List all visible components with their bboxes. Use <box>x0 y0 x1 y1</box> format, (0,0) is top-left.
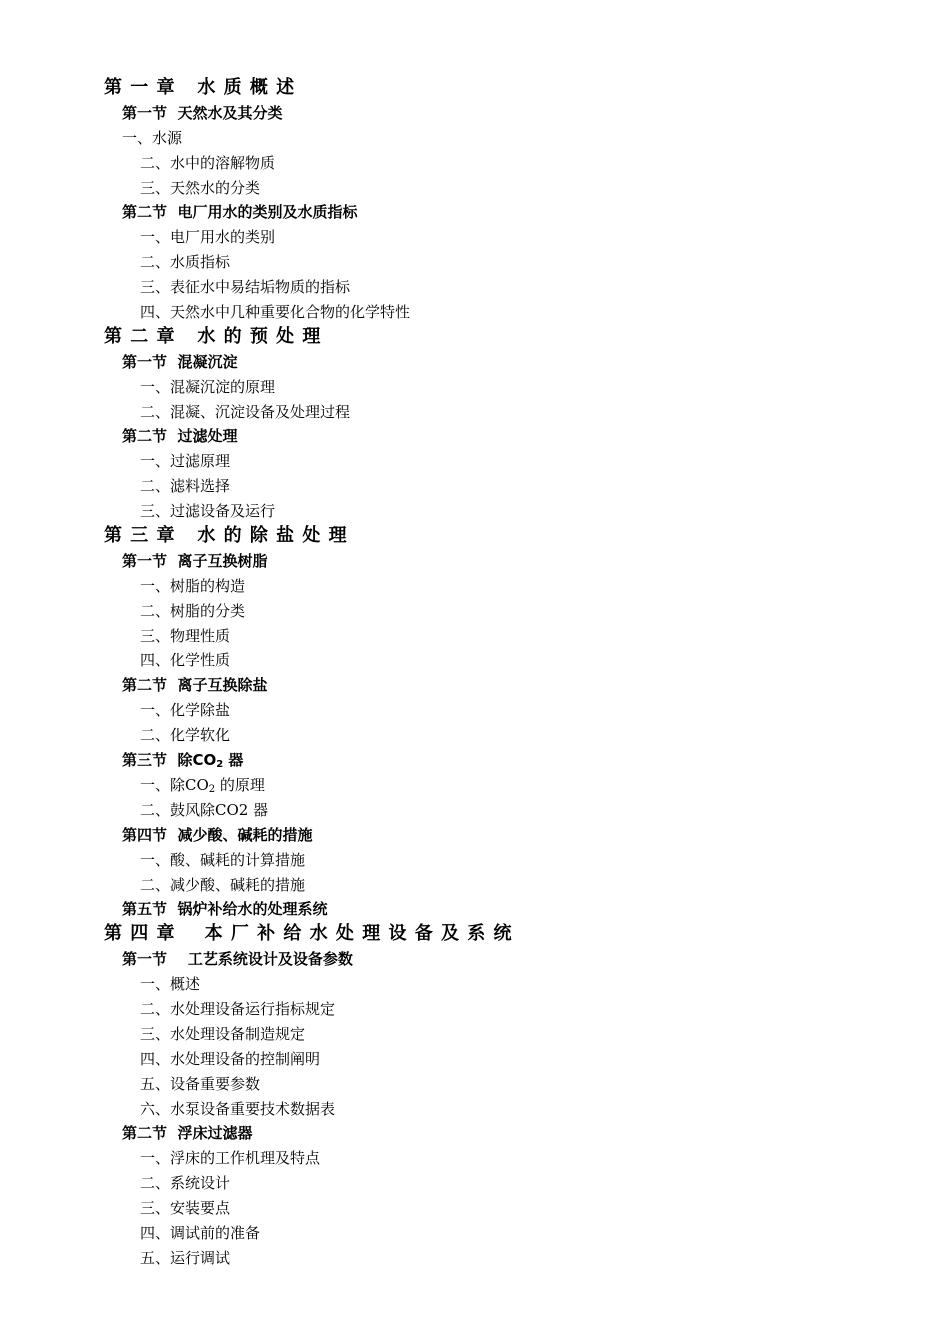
list-item: 三、天然水的分类 <box>140 178 261 197</box>
section-3-3-heading <box>104 748 924 773</box>
list-item: 二、水中的溶解物质 <box>140 153 276 172</box>
list-item: 三、安装要点 <box>140 1199 231 1218</box>
chapter-4-heading: 第 四 章 本 厂 补 给 水 处 理 设 备 及 系 统 <box>104 923 513 945</box>
section-3-3-title-suffix: 器 <box>223 751 244 770</box>
list-item: 二、化学软化 <box>140 726 231 745</box>
section-3-3-title-text: 第三节 除CO <box>122 751 217 770</box>
list-item: 四、水处理设备的控制阐明 <box>140 1049 321 1068</box>
chapter-2-heading: 第 二 章 水 的 预 处 理 <box>104 325 322 347</box>
list-item: 三、物理性质 <box>140 626 231 645</box>
list-item: 一、过滤原理 <box>140 452 231 471</box>
chapter-1-heading: 第 一 章 水 质 概 述 <box>104 77 296 98</box>
list-item: 四、化学性质 <box>140 651 231 670</box>
list-item: 三、过滤设备及运行 <box>140 502 276 521</box>
list-item: 二、减少酸、碱耗的措施 <box>140 875 306 894</box>
list-item: 一、浮床的工作机理及特点 <box>140 1149 321 1168</box>
list-item: 一、电厂用水的类别 <box>140 228 276 247</box>
section-4-1-heading: 第一节 工艺系统设计及设备参数 <box>122 950 353 969</box>
section-1-1-heading: 第一节 天然水及其分类 <box>122 103 283 122</box>
list-item <box>104 773 924 798</box>
list-item-suffix: 的原理 <box>215 775 265 794</box>
subscript: 2 <box>208 783 216 795</box>
section-2-2-heading: 第二节 过滤处理 <box>122 427 238 446</box>
section-3-2-heading: 第二节 离子互换除盐 <box>122 676 268 695</box>
list-item: 三、水处理设备制造规定 <box>140 1024 306 1043</box>
list-item: 一、酸、碱耗的计算措施 <box>140 850 306 869</box>
list-item-text: 一、除CO <box>140 775 209 794</box>
table-of-contents <box>104 76 924 1271</box>
section-4-2-heading: 第二节 浮床过滤器 <box>122 1124 253 1143</box>
list-item: 一、概述 <box>140 975 201 994</box>
list-item: 一、混凝沉淀的原理 <box>140 377 276 396</box>
list-item: 一、水源 <box>122 128 183 147</box>
list-item: 二、水质指标 <box>140 253 231 272</box>
section-3-1-heading: 第一节 离子互换树脂 <box>122 551 268 570</box>
list-item: 二、系统设计 <box>140 1174 231 1193</box>
list-item: 四、天然水中几种重要化合物的化学特性 <box>140 303 411 322</box>
list-item: 三、表征水中易结垢物质的指标 <box>140 278 351 297</box>
section-2-1-heading: 第一节 混凝沉淀 <box>122 352 238 371</box>
list-item: 一、树脂的构造 <box>140 576 246 595</box>
list-item: 五、运行调试 <box>140 1248 231 1267</box>
list-item: 五、设备重要参数 <box>140 1074 261 1093</box>
chapter-3-heading: 第 三 章 水 的 除 盐 处 理 <box>104 525 348 547</box>
list-item: 二、水处理设备运行指标规定 <box>140 999 336 1018</box>
list-item: 六、水泵设备重要技术数据表 <box>140 1099 336 1118</box>
list-item: 二、滤料选择 <box>140 477 231 496</box>
list-item: 一、化学除盐 <box>140 701 231 720</box>
section-1-2-heading: 第二节 电厂用水的类别及水质指标 <box>122 203 358 222</box>
subscript: 2 <box>216 759 224 771</box>
list-item: 二、混凝、沉淀设备及处理过程 <box>140 402 351 421</box>
list-item: 二、树脂的分类 <box>140 601 246 620</box>
section-3-4-heading: 第四节 减少酸、碱耗的措施 <box>122 825 313 844</box>
list-item: 四、调试前的准备 <box>140 1223 261 1242</box>
list-item: 二、鼓风除CO2 器 <box>140 800 269 819</box>
section-3-5-heading: 第五节 锅炉补给水的处理系统 <box>122 900 328 919</box>
